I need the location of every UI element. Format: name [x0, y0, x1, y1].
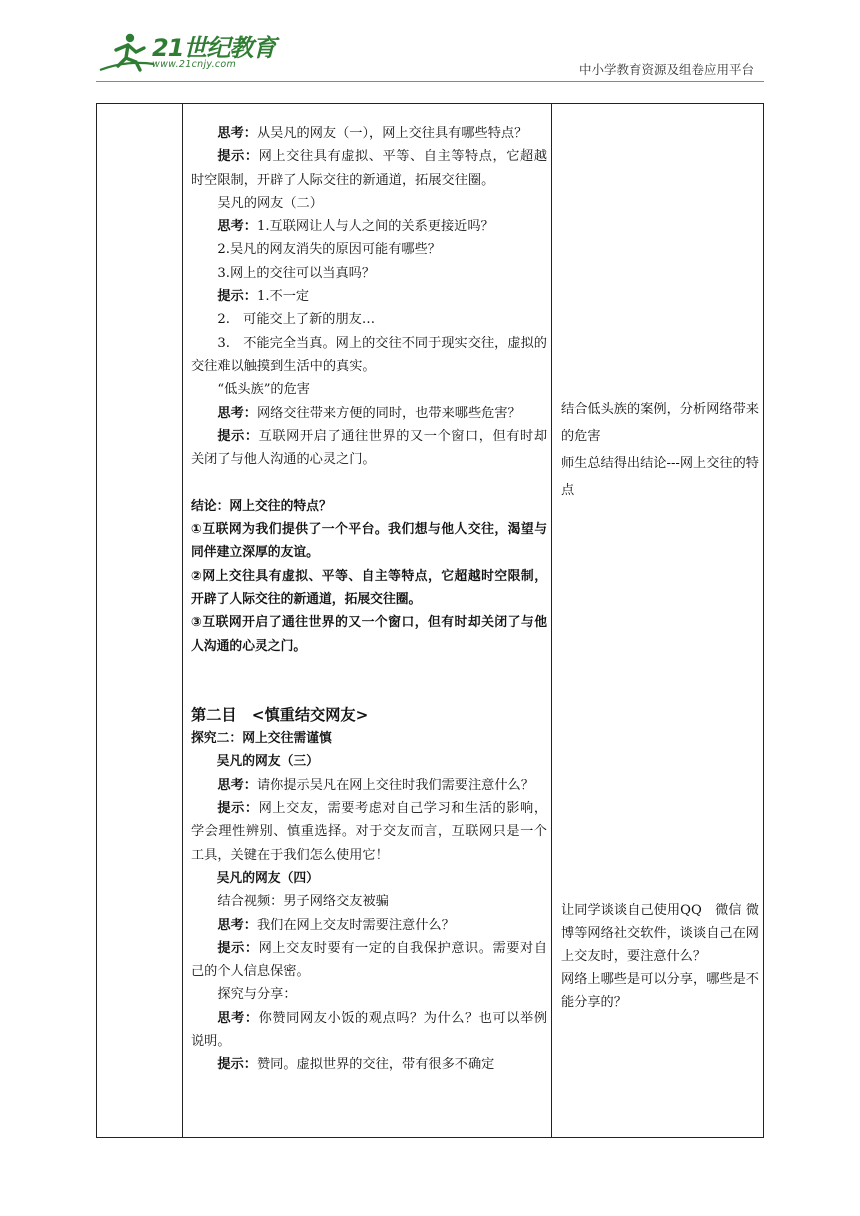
content-paragraph — [191, 215, 547, 238]
column-divider — [551, 104, 552, 1137]
paragraph-text: 1.不一定 — [256, 289, 310, 305]
paragraph-text: 2.吴凡的网友消失的原因可能有哪些？ — [217, 242, 441, 258]
note-paragraph: 结合低头族的案例，分析网络带来的危害 — [561, 402, 759, 444]
note-paragraph: 网络上哪些是可以分享，哪些是不能分享的？ — [561, 972, 759, 1010]
content-paragraph — [191, 145, 547, 192]
design-notes-2 — [561, 899, 759, 1014]
subsection-heading: 探究二：网上交往需谨慎 — [191, 731, 332, 747]
paragraph-text: 赞同。虚拟世界的交往，带有很多不确定 — [256, 1057, 495, 1073]
paragraph-label: 思考： — [217, 219, 257, 235]
platform-name: 中小学教育资源及组卷应用平台 — [578, 62, 754, 77]
paragraph-text: 网络交往带来方便的同时，也带来哪些危害？ — [256, 405, 521, 421]
paragraph-label: 提示： — [217, 149, 259, 165]
content-paragraph — [191, 937, 547, 984]
content-paragraph — [191, 308, 547, 331]
content-paragraph — [191, 378, 547, 401]
case-heading: 吴凡的网友（三） — [216, 754, 319, 770]
paragraph-label: 提示： — [217, 289, 257, 305]
paragraph-label: 思考： — [217, 126, 257, 141]
conclusion-line: ②网上交往具有虚拟、平等、自主等特点，它超越时空限制，开辟了人际交往的新通道，拓展交往圈。 — [191, 568, 547, 607]
paragraph-text: 请你提示吴凡在网上交往时我们需要注意什么？ — [256, 777, 534, 793]
content-paragraph — [191, 192, 547, 215]
teaching-content — [191, 122, 547, 1077]
paragraph-text: 3.网上的交往可以当真吗？ — [217, 265, 376, 281]
paragraph-label: 提示： — [217, 801, 259, 817]
paragraph-text: 网上交往具有虚拟、平等、自主等特点，它超越时空限制，开辟了人际交往的新通道，拓展交往圈。 — [191, 149, 548, 188]
paragraph-label: 提示： — [217, 428, 259, 444]
paragraph-text: 结合视频：男子网络交友被骗 — [217, 894, 389, 910]
content-paragraph — [191, 332, 547, 379]
content-paragraph — [191, 797, 547, 867]
paragraph-text: 1.互联网让人与人之间的关系更接近吗？ — [256, 219, 494, 235]
section-gap — [191, 658, 547, 704]
content-paragraph — [191, 774, 547, 797]
paragraph-text: 我们在网上交友时需要注意什么？ — [256, 917, 455, 933]
logo-url: www.21cnjy.com — [152, 59, 237, 70]
content-paragraph — [191, 402, 547, 425]
note-paragraph: 让同学谈谈自己使用QQ 微信 微博等网络社交软件，谈谈自己在网上交友时，要注意什么？ — [561, 903, 759, 964]
paragraph-text: “低头族”的危害 — [217, 382, 310, 398]
content-paragraph — [191, 983, 547, 1006]
content-paragraph — [191, 1053, 547, 1076]
paragraph-label: 思考： — [217, 777, 257, 793]
column-divider — [182, 104, 183, 1137]
note-paragraph: 师生总结得出结论---网上交往的特点 — [561, 456, 759, 498]
lesson-table — [96, 103, 764, 1138]
paragraph-label: 思考： — [217, 1010, 259, 1026]
paragraph-text: 吴凡的网友（二） — [217, 195, 323, 211]
content-paragraph — [191, 890, 547, 913]
conclusion-line: ①互联网为我们提供了一个平台。我们想与他人交往，渴望与同伴建立深厚的友谊。 — [191, 522, 547, 561]
design-notes-1 — [561, 396, 759, 504]
section-heading: 第二目 <慎重结交网友> — [191, 705, 369, 724]
page-header — [0, 0, 860, 90]
paragraph-text: 互联网开启了通往世界的又一个窗口，但有时却关闭了与他人沟通的心灵之门。 — [191, 428, 548, 468]
content-paragraph — [191, 1007, 547, 1054]
paragraph-text: 网上交友，需要考虑对自己学习和生活的影响，学会理性辨别、慎重选择。对于交友而言，互联网只是一个工具，关键在于我们怎么使用它！ — [191, 801, 548, 863]
paragraph-label: 提示： — [217, 940, 259, 956]
content-paragraph — [191, 425, 547, 472]
conclusion-line: 结论：网上交往的特点？ — [191, 498, 332, 514]
logo-wordmark: 21世纪教育 — [152, 34, 276, 62]
conclusion-line: ③互联网开启了通往世界的又一个窗口，但有时却关闭了与他人沟通的心灵之门。 — [191, 615, 547, 654]
content-paragraph — [191, 285, 547, 308]
paragraph-label: 提示： — [217, 1057, 257, 1073]
header-rule — [96, 81, 764, 82]
paragraph-text: 网上交友时要有一定的自我保护意识。需要对自己的个人信息保密。 — [191, 940, 548, 980]
paragraph-label: 思考： — [217, 917, 257, 933]
paragraph-text: 2. 可能交上了新的朋友… — [217, 312, 376, 328]
case-heading: 吴凡的网友（四） — [216, 870, 319, 886]
content-paragraph — [191, 262, 547, 285]
content-paragraph — [191, 238, 547, 261]
content-paragraph — [191, 122, 547, 145]
paragraph-label: 思考： — [217, 405, 257, 421]
paragraph-text: 探究与分享： — [217, 987, 297, 1003]
paragraph-text: 3. 不能完全当真。网上的交往不同于现实交往，虚拟的交往难以触摸到生活中的真实。 — [191, 335, 547, 374]
paragraph-text: 从吴凡的网友（一），网上交往具有哪些特点？ — [256, 126, 528, 141]
content-paragraph — [191, 914, 547, 937]
paragraph-text: 你赞同网友小饭的观点吗？为什么？也可以举例说明。 — [191, 1010, 548, 1049]
blank-line — [191, 471, 547, 494]
